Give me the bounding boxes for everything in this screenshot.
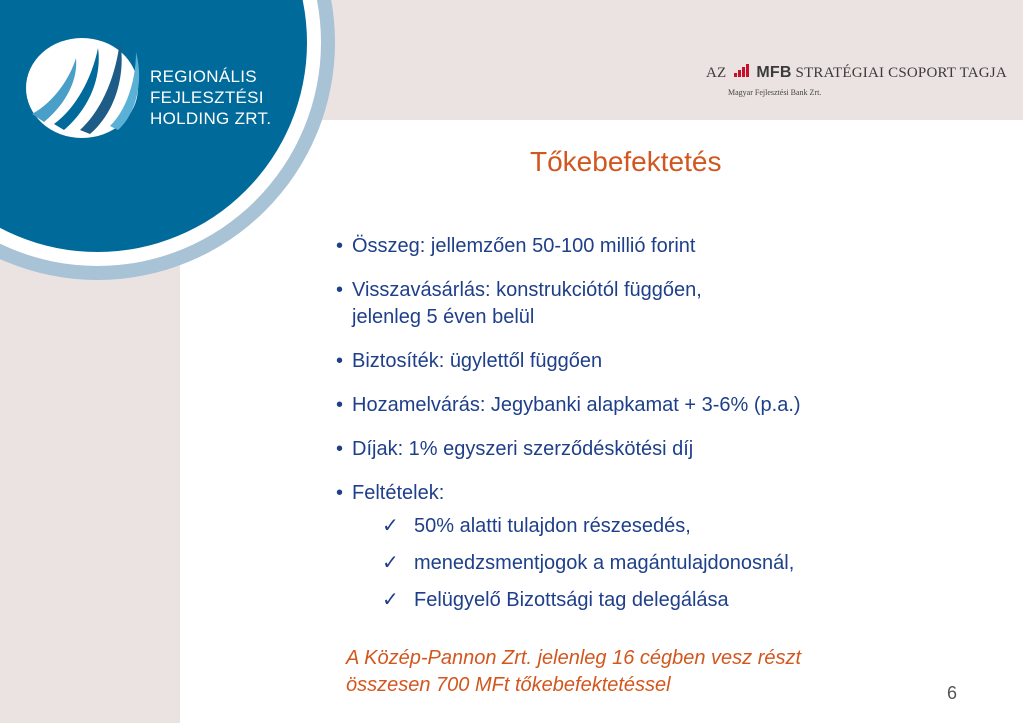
note-line: A Közép-Pannon Zrt. jelenleg 16 cégben vesz részt — [346, 647, 802, 669]
condition-item — [336, 550, 956, 577]
logo-line: REGIONÁLIS — [150, 67, 257, 86]
bullet-text: Biztosíték: ügylettől függően — [352, 350, 603, 372]
bullet-text: Díjak: 1% egyszeri szerződéskötési díj — [352, 438, 694, 460]
checkmark-icon: ✓ — [382, 515, 399, 537]
slide-title: Tőkebefektetés — [530, 146, 722, 177]
bullet-list — [336, 233, 956, 624]
condition-text: 50% alatti tulajdon részesedés, — [414, 515, 691, 537]
note-line: összesen 700 MFt tőkebefektetéssel — [346, 674, 671, 696]
bullet-item — [336, 480, 956, 507]
bullet-text: Összeg: jellemzően 50-100 millió forint — [352, 235, 696, 257]
bullet-text: Visszavásárlás: konstrukciótól függően, — [352, 279, 702, 301]
logo-line: HOLDING ZRT. — [150, 109, 272, 128]
condition-item — [336, 587, 956, 614]
highlight-note — [346, 645, 936, 699]
mfb-group-logo — [706, 64, 1016, 104]
bullet-dot: • — [336, 279, 344, 301]
bullet-text: Hozamelvárás: Jegybanki alapkamat + 3-6% (p.a.) — [352, 394, 801, 416]
condition-text: menedzsmentjogok a magántulajdonosnál, — [414, 552, 795, 574]
bullet-dot: • — [336, 235, 344, 257]
bullet-item — [336, 436, 956, 463]
mfb-subtitle: Magyar Fejlesztési Bank Zrt. — [728, 88, 822, 97]
bullet-dot: • — [336, 350, 344, 372]
condition-item — [336, 513, 956, 540]
condition-text: Felügyelő Bizottsági tag delegálása — [414, 589, 729, 611]
bullet-item — [336, 392, 956, 419]
checkmark-icon: ✓ — [382, 589, 399, 611]
checkmark-icon: ✓ — [382, 552, 399, 574]
bullet-dot: • — [336, 438, 344, 460]
rfh-wave-logo-icon — [24, 22, 152, 150]
logo-wordmark — [150, 66, 271, 129]
mfb-suffix: STRATÉGIAI CSOPORT TAGJA — [795, 65, 1007, 81]
mfb-bars-icon — [734, 64, 750, 82]
bullet-dot: • — [336, 482, 344, 504]
logo-line: FEJLESZTÉSI — [150, 88, 264, 107]
mfb-brand: MFB — [756, 64, 792, 81]
bullet-text-continued: jelenleg 5 éven belül — [352, 306, 535, 328]
bullet-item — [336, 233, 956, 260]
bullet-item — [336, 277, 956, 331]
bullet-dot: • — [336, 394, 344, 416]
bullet-item — [336, 348, 956, 375]
mfb-prefix: AZ — [706, 65, 727, 81]
page-number: 6 — [947, 683, 958, 703]
bullet-text: Feltételek: — [352, 482, 445, 504]
